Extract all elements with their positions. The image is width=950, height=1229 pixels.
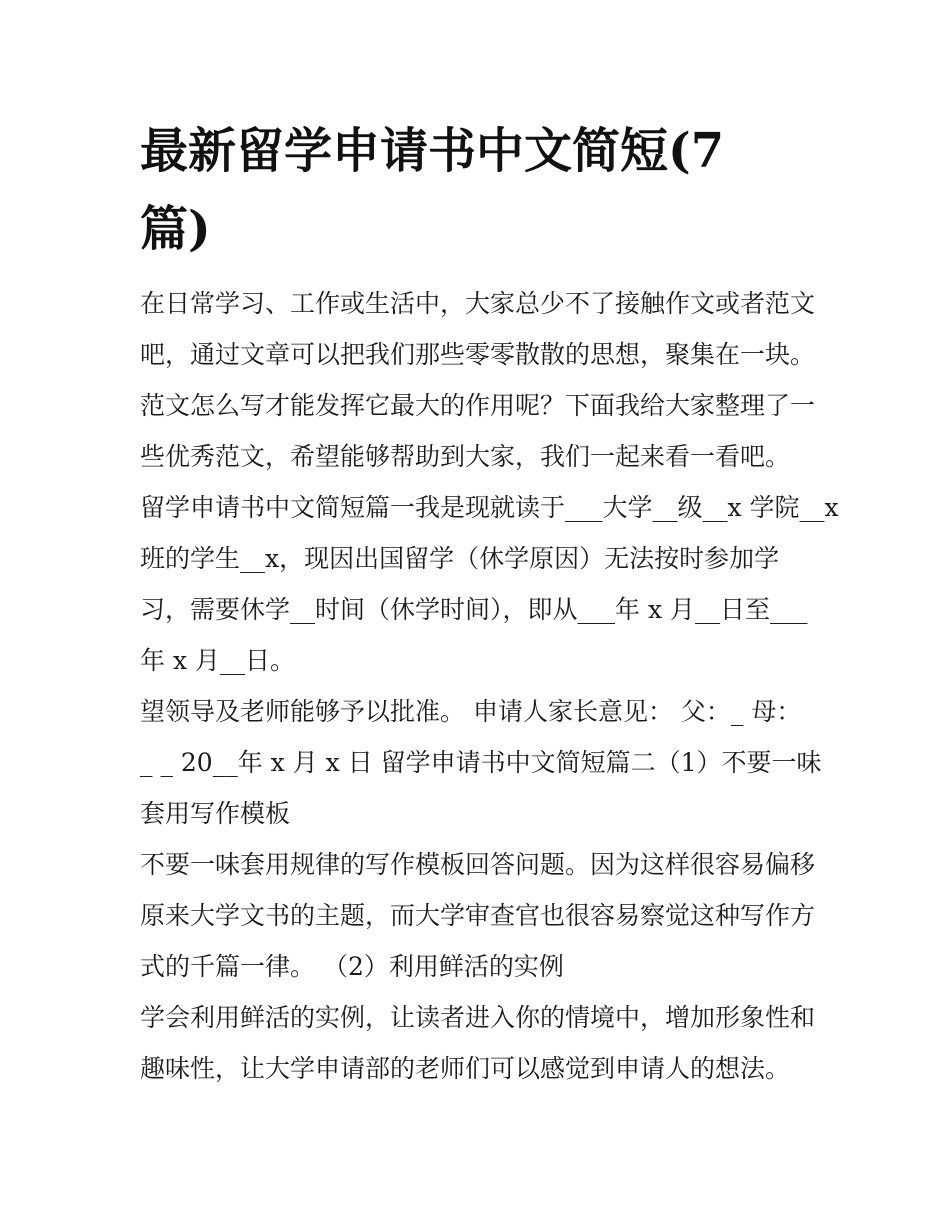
body-line: 望领导及老师能够予以批准。 申请人家长意见： 父：_ 母：: [140, 697, 802, 726]
page-title: [140, 112, 780, 268]
title-line: 最新留学申请书中文简短(7: [140, 123, 725, 179]
body-line: 年 x 月__日。: [140, 646, 295, 675]
body-line: _ _ 20__年 x 月 x 日 留学申请书中文简短篇二（1）不要一味: [140, 748, 822, 777]
body-line: 范文怎么写才能发挥它最大的作用呢？下面我给大家整理了一: [140, 391, 816, 420]
body-line: 原来大学文书的主题，而大学审查官也很容易察觉这种写作方: [140, 901, 816, 930]
body-line: 在日常学习、工作或生活中，大家总少不了接触作文或者范文: [140, 289, 816, 318]
body-line: 趣味性，让大学申请部的老师们可以感觉到申请人的想法。: [140, 1054, 791, 1083]
body-line: 不要一味套用规律的写作模板回答问题。因为这样很容易偏移: [140, 850, 816, 879]
body-line: 学会利用鲜活的实例，让读者进入你的情境中，增加形象性和: [140, 1003, 816, 1032]
body-line: 些优秀范文，希望能够帮助到大家，我们一起来看一看吧。: [140, 442, 791, 471]
body-line: 留学申请书中文简短篇一我是现就读于___大学__级__x 学院__x: [140, 493, 839, 522]
document-body: [140, 278, 839, 1094]
title-line: 篇): [140, 201, 211, 257]
body-line: 吧，通过文章可以把我们那些零零散散的思想，聚集在一块。: [140, 340, 816, 369]
body-line: 式的千篇一律。 （2）利用鲜活的实例: [140, 952, 564, 981]
body-line: 套用写作模板: [140, 799, 291, 828]
body-line: 习，需要休学__时间（休学时间），即从___年 x 月__日至___: [140, 595, 808, 624]
body-line: 班的学生__x，现因出国留学（休学原因）无法按时参加学: [140, 544, 780, 573]
